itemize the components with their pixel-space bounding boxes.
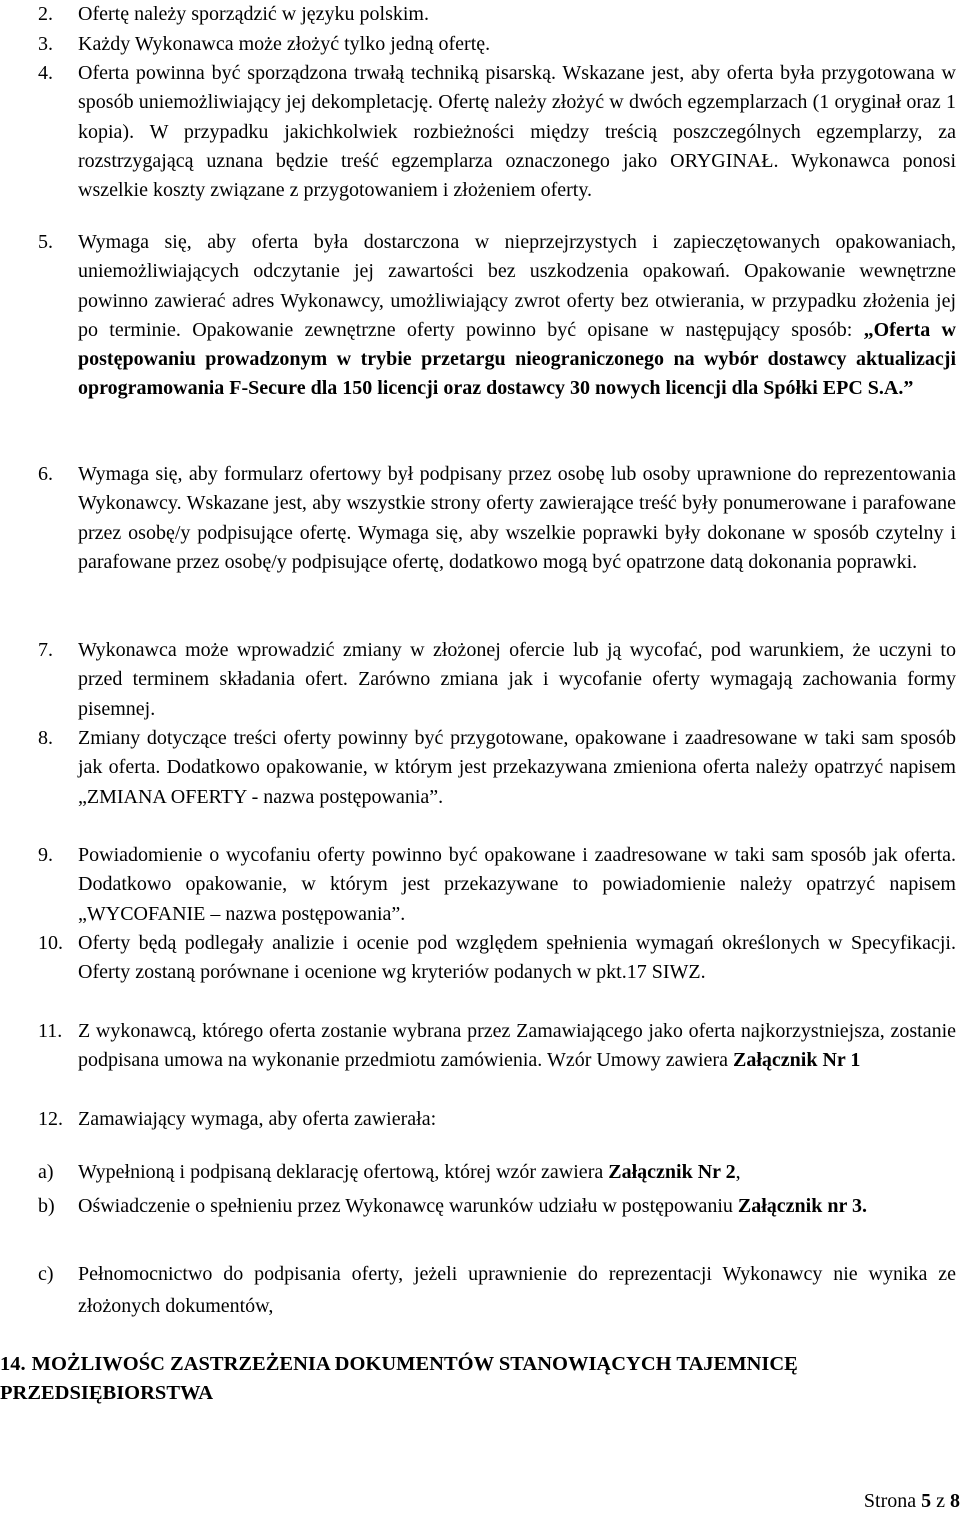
item-text: Zamawiający wymaga, aby oferta zawierała: — [78, 1108, 437, 1130]
list-item — [38, 228, 956, 404]
sub-item-text-plain: Oświadczenie o spełnieniu przez Wykonawcę warunków udziału w postępowaniu — [78, 1195, 738, 1217]
sub-item-text-tail: , — [735, 1161, 741, 1183]
page-number: 5 — [921, 1490, 932, 1512]
list-item — [38, 59, 956, 205]
list-item — [38, 929, 956, 988]
sub-item-letter: b) — [38, 1195, 55, 1217]
list-item — [38, 1105, 956, 1134]
list-item — [38, 841, 956, 929]
item-text — [78, 228, 956, 404]
list-item — [38, 636, 956, 724]
sub-list-item — [38, 1190, 956, 1222]
item-text — [78, 1017, 956, 1076]
list-item — [38, 724, 956, 812]
sub-item-text-bold: Załącznik nr 3. — [737, 1195, 867, 1217]
item-number: 5. — [38, 231, 53, 253]
item-number: 4. — [38, 62, 53, 84]
sub-list-item — [38, 1156, 956, 1188]
list-item — [38, 0, 956, 29]
section-number: 14. — [0, 1353, 26, 1375]
item-number: 6. — [38, 463, 53, 485]
item-text: Oferta powinna być sporządzona trwałą techniką pisarską. Wskazane jest, aby oferta była przygotowana w sposób uniemożliwiający jej dekompletację. Ofertę należy złożyć w dwóch egzemplarzach (1 oryginał oraz 1 kopia). W przypadku jakichkolwiek rozbieżności między treścią poszczególnych egzemplarzy, za rozstrzygającą uznana będzie treść egzemplarza oznaczonego jako ORYGINAŁ. Wykonawca ponosi wszelkie koszty związane z przygotowaniem i złożeniem oferty. — [78, 62, 956, 202]
sub-item-text — [78, 1156, 956, 1188]
sub-list-item — [38, 1258, 956, 1322]
sub-item-letter: a) — [38, 1161, 54, 1183]
item-number: 12. — [38, 1108, 63, 1130]
item-number: 9. — [38, 844, 53, 866]
section-title: MOŻLIWOŚC ZASTRZEŻENIA DOKUMENTÓW STANOWIĄCYCH TAJEMNICĘ PRZEDSIĘBIORSTWA — [0, 1353, 798, 1404]
item-text: Wymaga się, aby formularz ofertowy był podpisany przez osobę lub osoby uprawnione do reprezentowania Wykonawcy. Wskazane jest, aby wszystkie strony oferty zawierające treść były ponumerowane i parafowane przez osobę/y podpisujące ofertę. Wymaga się, aby wszelkie poprawki były dokonane w sposób czytelny i parafowane przez osobę/y podpisujące ofertę, dodatkowo mogą być opatrzone datą dokonania poprawki. — [78, 463, 956, 573]
page-separator: z — [936, 1490, 945, 1512]
item-number: 3. — [38, 33, 53, 55]
item-number: 7. — [38, 639, 53, 661]
item-number: 10. — [38, 932, 63, 954]
item-text: Wykonawca może wprowadzić zmiany w złożonej ofercie lub ją wycofać, pod warunkiem, że uczyni to przed terminem składania ofert. Zarówno zmiana jak i wycofanie oferty wymagają zachowania formy pisemnej. — [78, 639, 956, 720]
item-text: Zmiany dotyczące treści oferty powinny być przygotowane, opakowane i zaadresowane w taki sam sposób jak oferta. Dodatkowo opakowanie, w którym jest przekazywana zmieniona oferta należy opatrzyć napisem „ZMIANA OFERTY - nazwa postępowania”. — [78, 727, 956, 808]
item-text-bold: Załącznik Nr 1 — [732, 1049, 861, 1072]
section-heading — [0, 1350, 900, 1408]
item-number: 11. — [38, 1020, 63, 1042]
item-text-plain: Z wykonawcą, którego oferta zostanie wybrana przez Zamawiającego jako oferta najkorzystniejsza, zostanie podpisana umowa na wykonanie przedmiotu zamówienia. Wzór Umowy zawiera — [78, 1020, 956, 1072]
page-footer — [864, 1490, 960, 1513]
item-text: Każdy Wykonawca może złożyć tylko jedną ofertę. — [78, 33, 491, 55]
page-label: Strona — [863, 1490, 917, 1512]
sub-item-text-bold: Załącznik Nr 2 — [608, 1161, 736, 1183]
sub-item-text — [78, 1190, 956, 1222]
item-text-plain: Wymaga się, aby oferta była dostarczona w nieprzejrzystych i zapieczętowanych opakowaniach, uniemożliwiających odczytanie jej zawartości bez uszkodzenia opakowań. Opakowanie wewnętrzne powinno zawierać adres Wykonawcy, umożliwiający zwrot oferty bez otwierania, w przypadku złożenia jej po terminie. Opakowanie zewnętrzne oferty powinno być opisane w następujący sposób: — [78, 231, 956, 341]
item-number: 8. — [38, 727, 53, 749]
item-text: Ofertę należy sporządzić w języku polskim. — [78, 3, 429, 25]
item-text: Oferty będą podlegały analizie i ocenie pod względem spełnienia wymagań określonych w Specyfikacji. Oferty zostaną porównane i ocenione wg kryteriów podanych w pkt.17 SIWZ. — [78, 932, 956, 984]
list-item — [38, 460, 956, 577]
sub-item-text: Pełnomocnictwo do podpisania oferty, jeżeli uprawnienie do reprezentacji Wykonawcy nie wynika ze złożonych dokumentów, — [78, 1263, 956, 1317]
list-item — [38, 1017, 956, 1076]
sub-item-text-plain: Wypełnioną i podpisaną deklarację ofertową, której wzór zawiera — [78, 1161, 609, 1183]
item-text-bold: „Oferta w postępowaniu prowadzonym w trybie przetargu nieograniczonego na wybór dostawcy aktualizacji oprogramowania F-Secure dla 150 licencji oraz dostawcy 30 nowych licencji dla Spółki EPC S.A.” — [78, 318, 956, 400]
item-text: Powiadomienie o wycofaniu oferty powinno być opakowane i zaadresowane w taki sam sposób jak oferta. Dodatkowo opakowanie, w którym jest przekazywane to powiadomienie należy opatrzyć napisem „WYCOFANIE – nazwa postępowania”. — [78, 844, 956, 925]
sub-item-letter: c) — [38, 1263, 54, 1285]
item-number: 2. — [38, 3, 53, 25]
list-item — [38, 30, 956, 59]
page-total: 8 — [950, 1490, 960, 1512]
